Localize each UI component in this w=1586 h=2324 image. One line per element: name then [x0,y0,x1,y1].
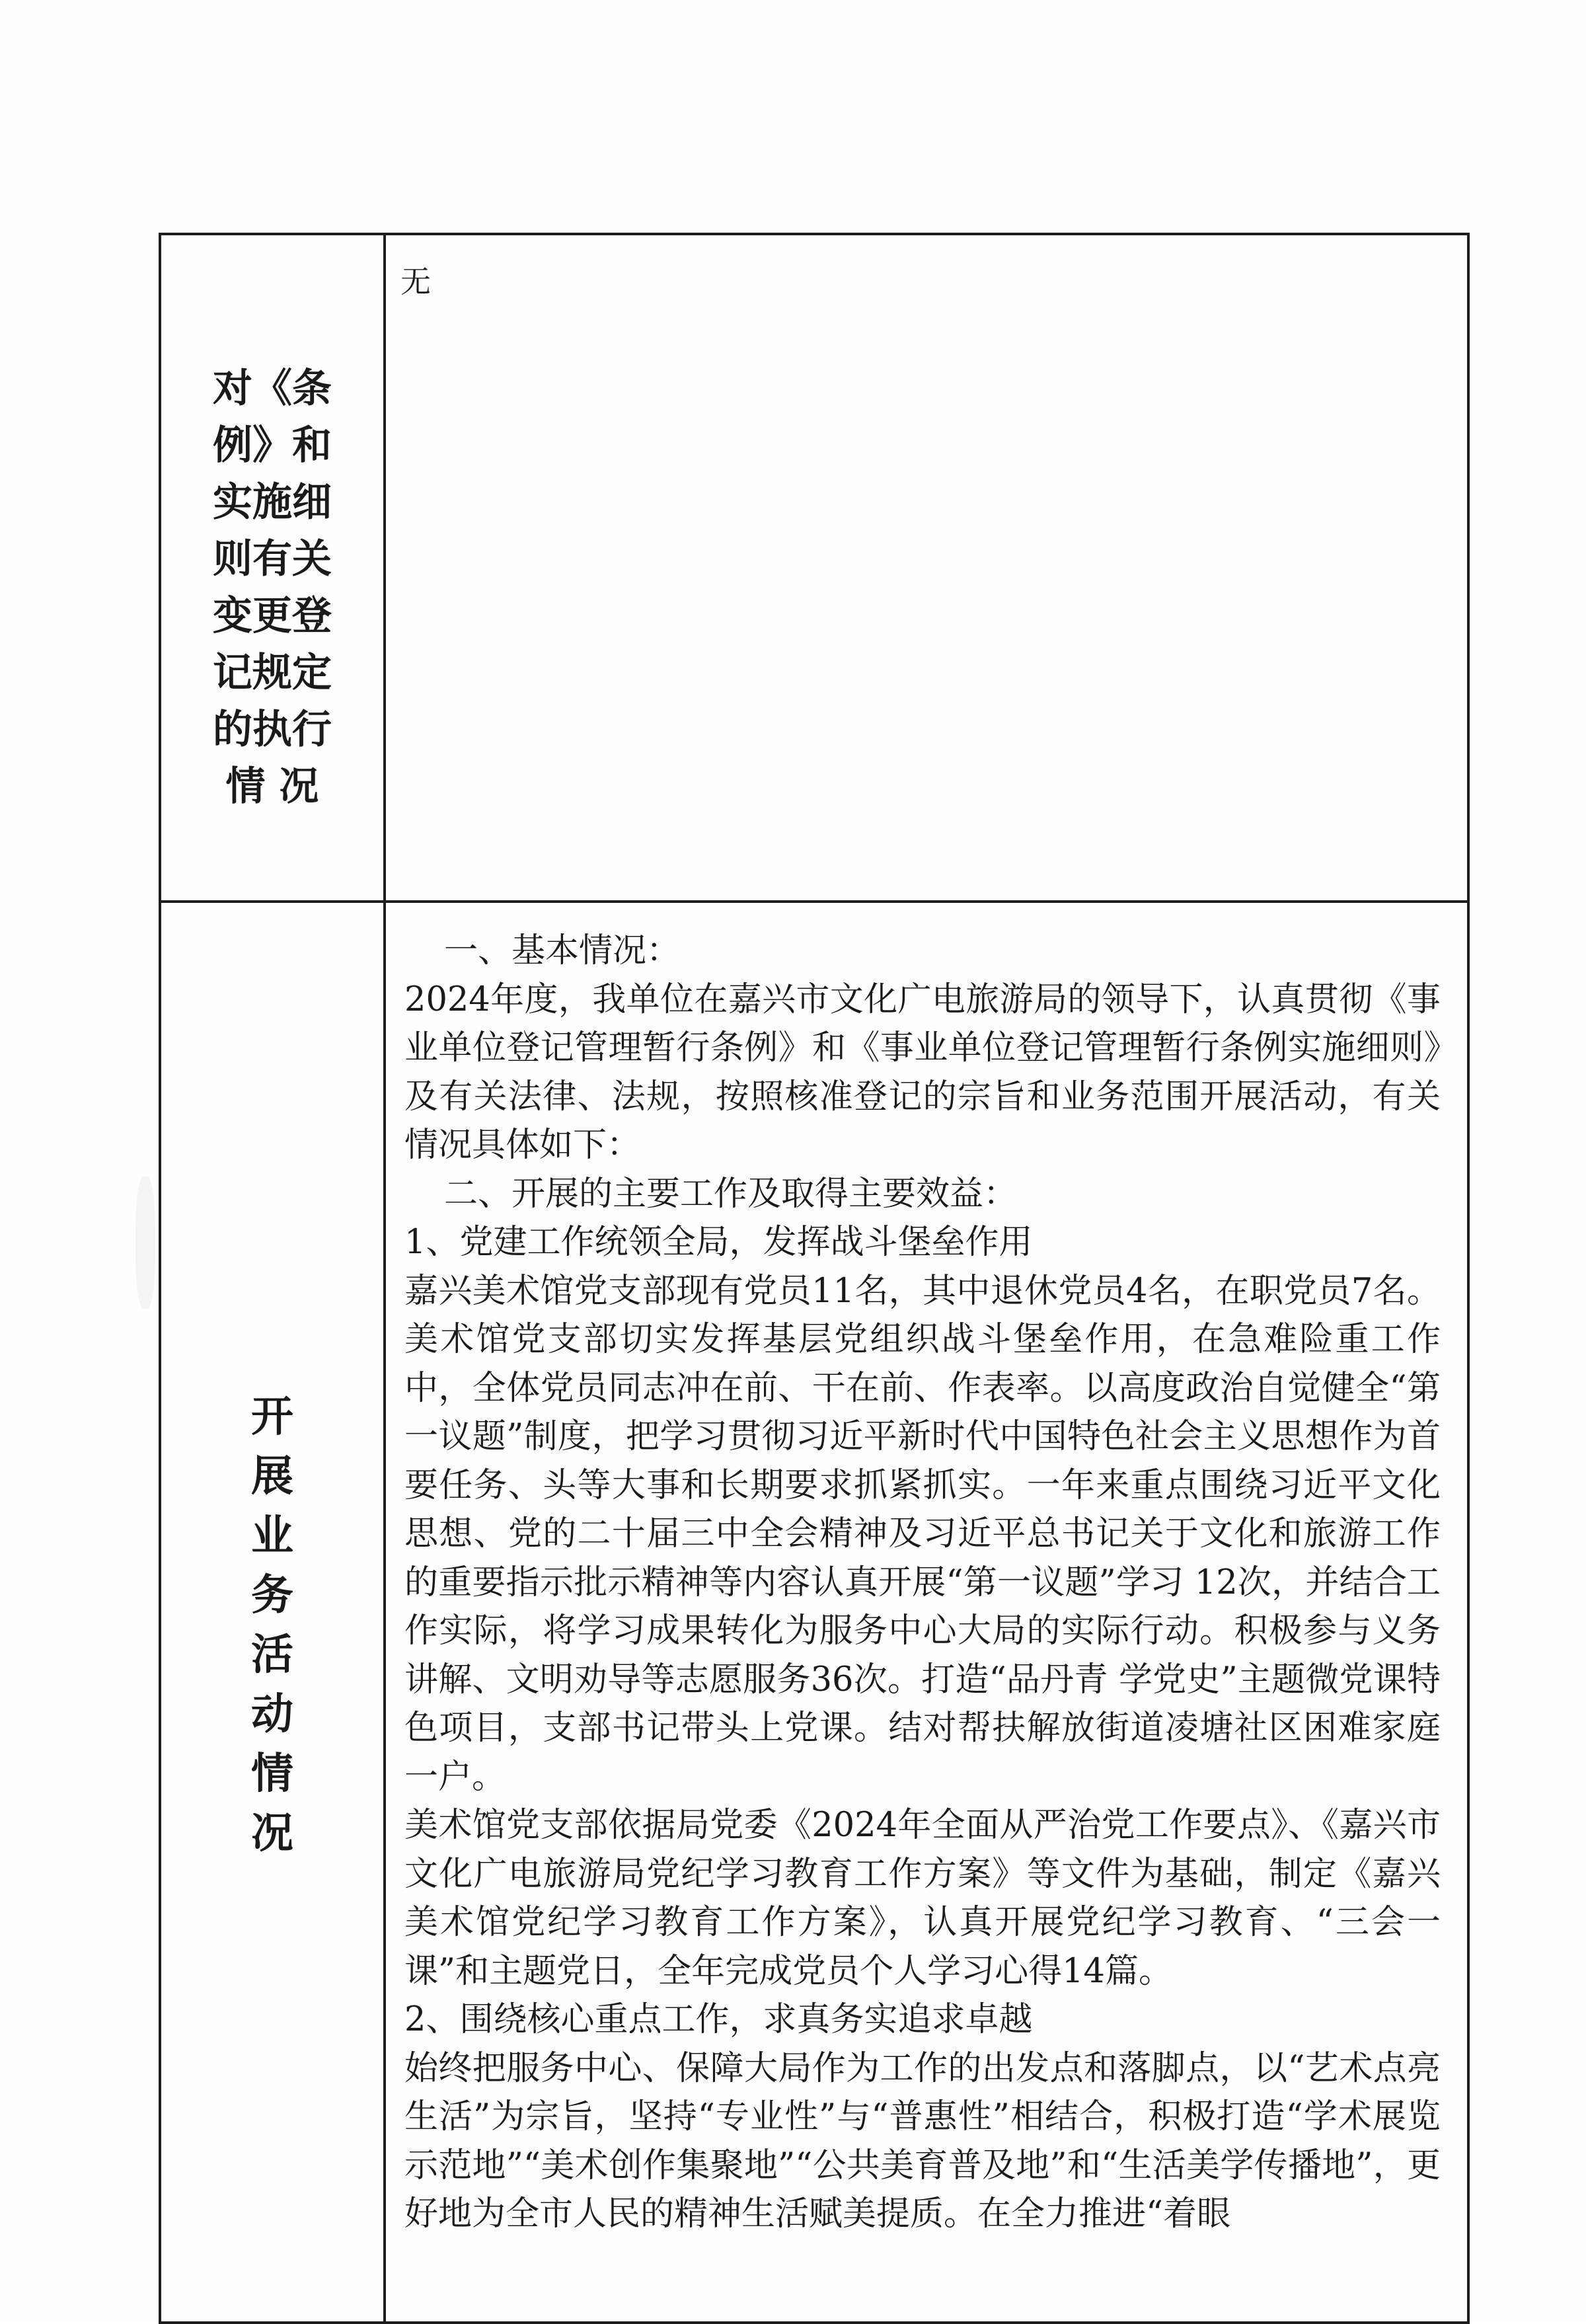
content-cell-regulation-compliance [385,234,1468,902]
row-label-regulation-compliance [206,321,338,815]
label-line: 记规定 [213,650,332,696]
label-char: 情 [251,1749,293,1799]
label-char: 业 [251,1511,293,1561]
compliance-content: 无 [400,264,431,299]
label-line: 的执行 [213,707,332,753]
paragraph-party-branch: 嘉兴美术馆党支部现有党员11名，其中退休党员4名，在职党员7名。美术馆党支部切实发挥基层党组织战斗堡垒作用，在急难险重工作中，全体党员同志冲在前、干在前、作表率。以高度政治自觉健全“第一议题”制度，把学习贯彻习近平新时代中国特色社会主义思想作为首要任务、头等大事和长期要求抓紧抓实。一年来重点围绕习近平文化思想、党的二十届三中全会精神及习近平总书记关于文化和旅游工作的重要指示批示精神等内容认真开展“第一议题”学习 12次，并结合工作实际，将学习成果转化为服务中心大局的实际行动。积极参与义务讲解、文明劝导等志愿服务36次。打造“品丹青 学党史”主题微党课特色项目，支部书记带头上党课。结对帮扶解放街道凌塘社区困难家庭一户。 [404,1271,1441,1797]
business-activities-body [404,927,1441,2239]
table-row-regulation-compliance [160,234,1468,902]
paragraph-core-work: 始终把服务中心、保障大局作为工作的出发点和落脚点，以“艺术点亮生活”为宗旨，坚持“专业性”与“普惠性”相结合，积极打造“学术展览示范地”“美术创作集聚地”“公共美育普及地”和“生活美学传播地”，更好地为全市人民的精神生活赋美提质。在全力推进“着眼 [404,2048,1441,2233]
label-line: 变更登 [213,593,332,639]
label-char: 展 [251,1452,293,1501]
paragraph-basic-info: 2024年度，我单位在嘉兴市文化广电旅游局的领导下，认真贯彻《事业单位登记管理暂行条例》和《事业单位登记管理暂行条例实施细则》及有关法律、法规，按照核准登记的宗旨和业务范围开展活动，有关情况具体如下： [404,980,1441,1165]
row-label-business-activities [246,1361,299,1863]
label-line: 对《条 [213,366,332,412]
scan-shadow [135,1177,155,1309]
content-cell-business-activities [385,902,1468,2323]
subheading-core-work: 2、围绕核心重点工作，求真务实追求卓越 [404,2000,1033,2039]
label-char: 况 [251,1808,293,1858]
label-char: 开 [251,1392,293,1442]
subheading-party-building: 1、党建工作统领全局，发挥战斗堡垒作用 [404,1223,1033,1262]
label-line: 实施细 [213,479,332,525]
section-heading-basic: 一、基本情况： [444,931,681,970]
label-line: 则有关 [213,536,332,582]
registration-form-table [159,233,1470,2324]
label-cell-regulation-compliance [160,234,385,902]
label-line: 例》和 [213,422,332,469]
paragraph-discipline-education: 美术馆党支部依据局党委《2024年全面从严治党工作要点》、《嘉兴市文化广电旅游局党纪学习教育工作方案》等文件为基础，制定《嘉兴美术馆党纪学习教育工作方案》，认真开展党纪学习教育、“三会一课”和主题党日，全年完成党员个人学习心得14篇。 [404,1806,1441,1991]
label-char: 动 [251,1689,293,1739]
table-row-business-activities [160,902,1468,2323]
label-line: 情 况 [225,763,319,810]
label-char: 活 [251,1630,293,1680]
label-cell-business-activities [160,902,385,2323]
section-heading-main-work: 二、开展的主要工作及取得主要效益： [444,1174,1018,1214]
label-char: 务 [251,1570,293,1620]
